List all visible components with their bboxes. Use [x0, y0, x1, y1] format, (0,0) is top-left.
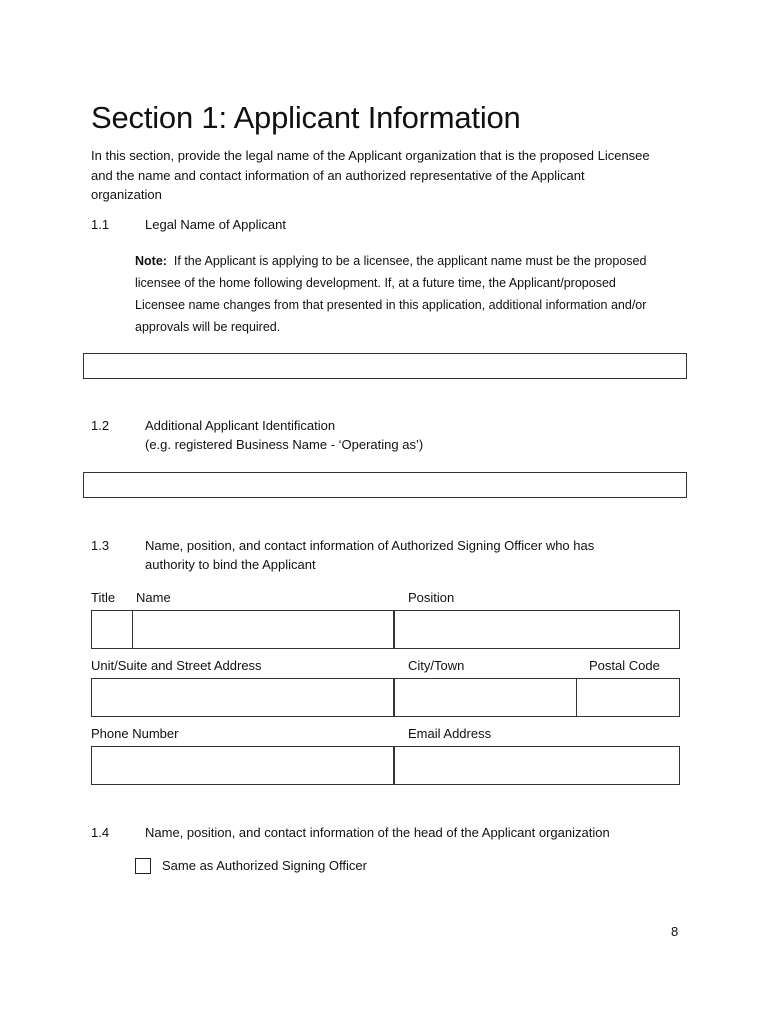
- city-label: City/Town: [408, 658, 465, 673]
- email-label: Email Address: [408, 726, 492, 741]
- page-number: 8: [671, 924, 679, 939]
- section-number-1-4: 1.4: [91, 825, 110, 840]
- email-input[interactable]: [394, 746, 680, 785]
- note-block: [135, 250, 655, 338]
- name-input[interactable]: [132, 610, 394, 649]
- section-number-1-1: 1.1: [91, 217, 110, 232]
- section-number-1-3: 1.3: [91, 538, 110, 553]
- postal-code-label: Postal Code: [589, 658, 660, 673]
- section-label-1-3: [145, 536, 594, 574]
- postal-code-input[interactable]: [576, 678, 680, 717]
- position-label: Position: [408, 590, 455, 605]
- city-input[interactable]: [394, 678, 577, 717]
- section-label-1-2: [145, 416, 423, 454]
- same-as-signing-officer-checkbox[interactable]: [135, 858, 151, 874]
- section-number-1-2: 1.2: [91, 418, 110, 433]
- section-label-1-3-line1: Name, position, and contact information of Authorized Signing Officer who has: [145, 538, 595, 553]
- section-label-1-1: Legal Name of Applicant: [145, 217, 286, 232]
- position-input[interactable]: [394, 610, 680, 649]
- phone-input[interactable]: [91, 746, 394, 785]
- section-intro: In this section, provide the legal name of the Applicant organization that is the proposed Licensee and the name and contact information of an authorized representative of the Applicant organization: [91, 148, 650, 202]
- address-label: Unit/Suite and Street Address: [91, 658, 262, 673]
- title-label: Title: [91, 590, 116, 605]
- phone-label: Phone Number: [91, 726, 179, 741]
- title-input[interactable]: [91, 610, 133, 649]
- additional-identification-input[interactable]: [83, 472, 687, 498]
- address-input[interactable]: [91, 678, 394, 717]
- section-label-1-2-line1: Additional Applicant Identification: [145, 418, 336, 433]
- section-label-1-2-line2: (e.g. registered Business Name - ‘Operating as’): [145, 437, 424, 452]
- note-label: Note:: [135, 254, 167, 268]
- section-label-1-4: Name, position, and contact information of the head of the Applicant organization: [145, 825, 610, 840]
- note-text: If the Applicant is applying to be a licensee, the applicant name must be the proposed licensee of the home following development. If, at a future time, the Applicant/proposed Licensee name changes from that presented in this application, additional information and/or approvals will be required.: [135, 254, 647, 334]
- same-as-signing-officer-label[interactable]: Same as Authorized Signing Officer: [162, 858, 367, 873]
- name-label: Name: [136, 590, 171, 605]
- section-label-1-3-line2: authority to bind the Applicant: [145, 557, 316, 572]
- page-title: Section 1: Applicant Information: [91, 100, 521, 135]
- legal-name-input[interactable]: [83, 353, 687, 379]
